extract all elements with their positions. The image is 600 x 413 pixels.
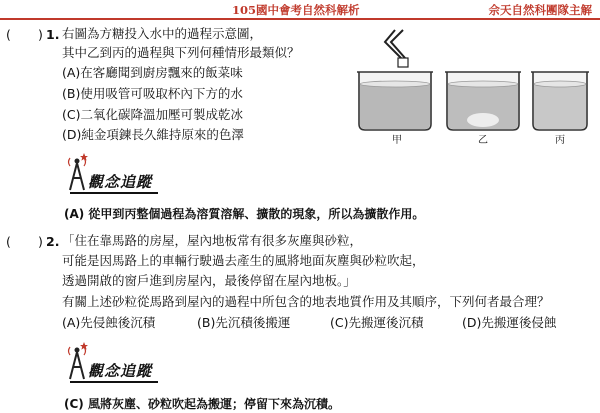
q1-option-c: (C)二氧化碳降溫加壓可製成乾冰 xyxy=(62,107,243,122)
q2-analysis-text: (C) 風將灰塵、砂粒吹起為搬運；停留下來為沉積。 xyxy=(64,397,340,411)
q2-stem-line-4: 有關上述砂粒從馬路到屋內的過程中所包含的地表地質作用及其順序，下列何者最合理？ xyxy=(62,294,550,309)
q1-analysis-title: 觀念追蹤 xyxy=(88,173,153,191)
q2-option-b: (B)先沉積後搬運 xyxy=(197,315,291,330)
q1-answer-paren-open: ( xyxy=(6,27,11,42)
q1-sugar-cube-figure xyxy=(355,28,590,138)
q2-stem-line-3: 透過開啟的窗戶進到房屋內，最後停留在屋內地板。」 xyxy=(62,273,356,288)
antenna-icon xyxy=(66,152,88,192)
q1-stem-line-2: 其中乙到丙的過程與下列何種情形最類似？ xyxy=(62,45,300,60)
q2-stem-line-2: 可能是因馬路上的車輛行駛過去產生的風將地面灰塵與砂粒吹起， xyxy=(62,253,425,268)
figure-label-bing: 丙 xyxy=(555,135,565,146)
page-header-title: 105國中會考自然科解析 xyxy=(232,3,360,17)
q1-analysis-text: (A) 從甲到丙整個過程為溶質溶解、擴散的現象，所以為擴散作用。 xyxy=(64,207,425,221)
q1-option-b: (B)使用吸管可吸取杯內下方的水 xyxy=(62,86,243,101)
q2-answer-paren-open: ( xyxy=(6,234,11,249)
q1-option-d: (D)純金項鍊長久維持原來的色澤 xyxy=(62,127,244,142)
q2-stem-line-1: 「住在靠馬路的房屋，屋內地板常有很多灰塵與砂粒， xyxy=(62,233,363,248)
q1-stem-line-1: 右圖為方糖投入水中的過程示意圖， xyxy=(62,26,263,41)
q2-analysis-underline xyxy=(70,381,158,383)
beaker-bing xyxy=(531,72,589,130)
q2-option-d: (D)先搬運後侵蝕 xyxy=(462,315,557,330)
beaker-jia xyxy=(357,72,433,130)
q2-answer-paren-close: ) xyxy=(38,234,43,249)
antenna-icon xyxy=(66,341,88,381)
q1-answer-paren-close: ) xyxy=(38,27,43,42)
figure-label-jia: 甲 xyxy=(392,135,402,146)
q1-option-a: (A)在客廳聞到廚房飄來的飯菜味 xyxy=(62,65,243,80)
q2-option-c: (C)先搬運後沉積 xyxy=(330,315,424,330)
tongs-illustration xyxy=(385,30,405,58)
q1-number: 1. xyxy=(46,27,60,42)
figure-label-yi: 乙 xyxy=(478,135,488,146)
sugar-cube xyxy=(398,58,408,67)
page-header-author: 佘天自然科團隊主解 xyxy=(488,3,592,17)
header-rule xyxy=(0,18,600,20)
beaker-yi xyxy=(445,72,521,130)
q2-analysis-title: 觀念追蹤 xyxy=(88,362,153,380)
q2-option-a: (A)先侵蝕後沉積 xyxy=(62,315,156,330)
q1-analysis-underline xyxy=(70,192,158,194)
q2-number: 2. xyxy=(46,234,60,249)
